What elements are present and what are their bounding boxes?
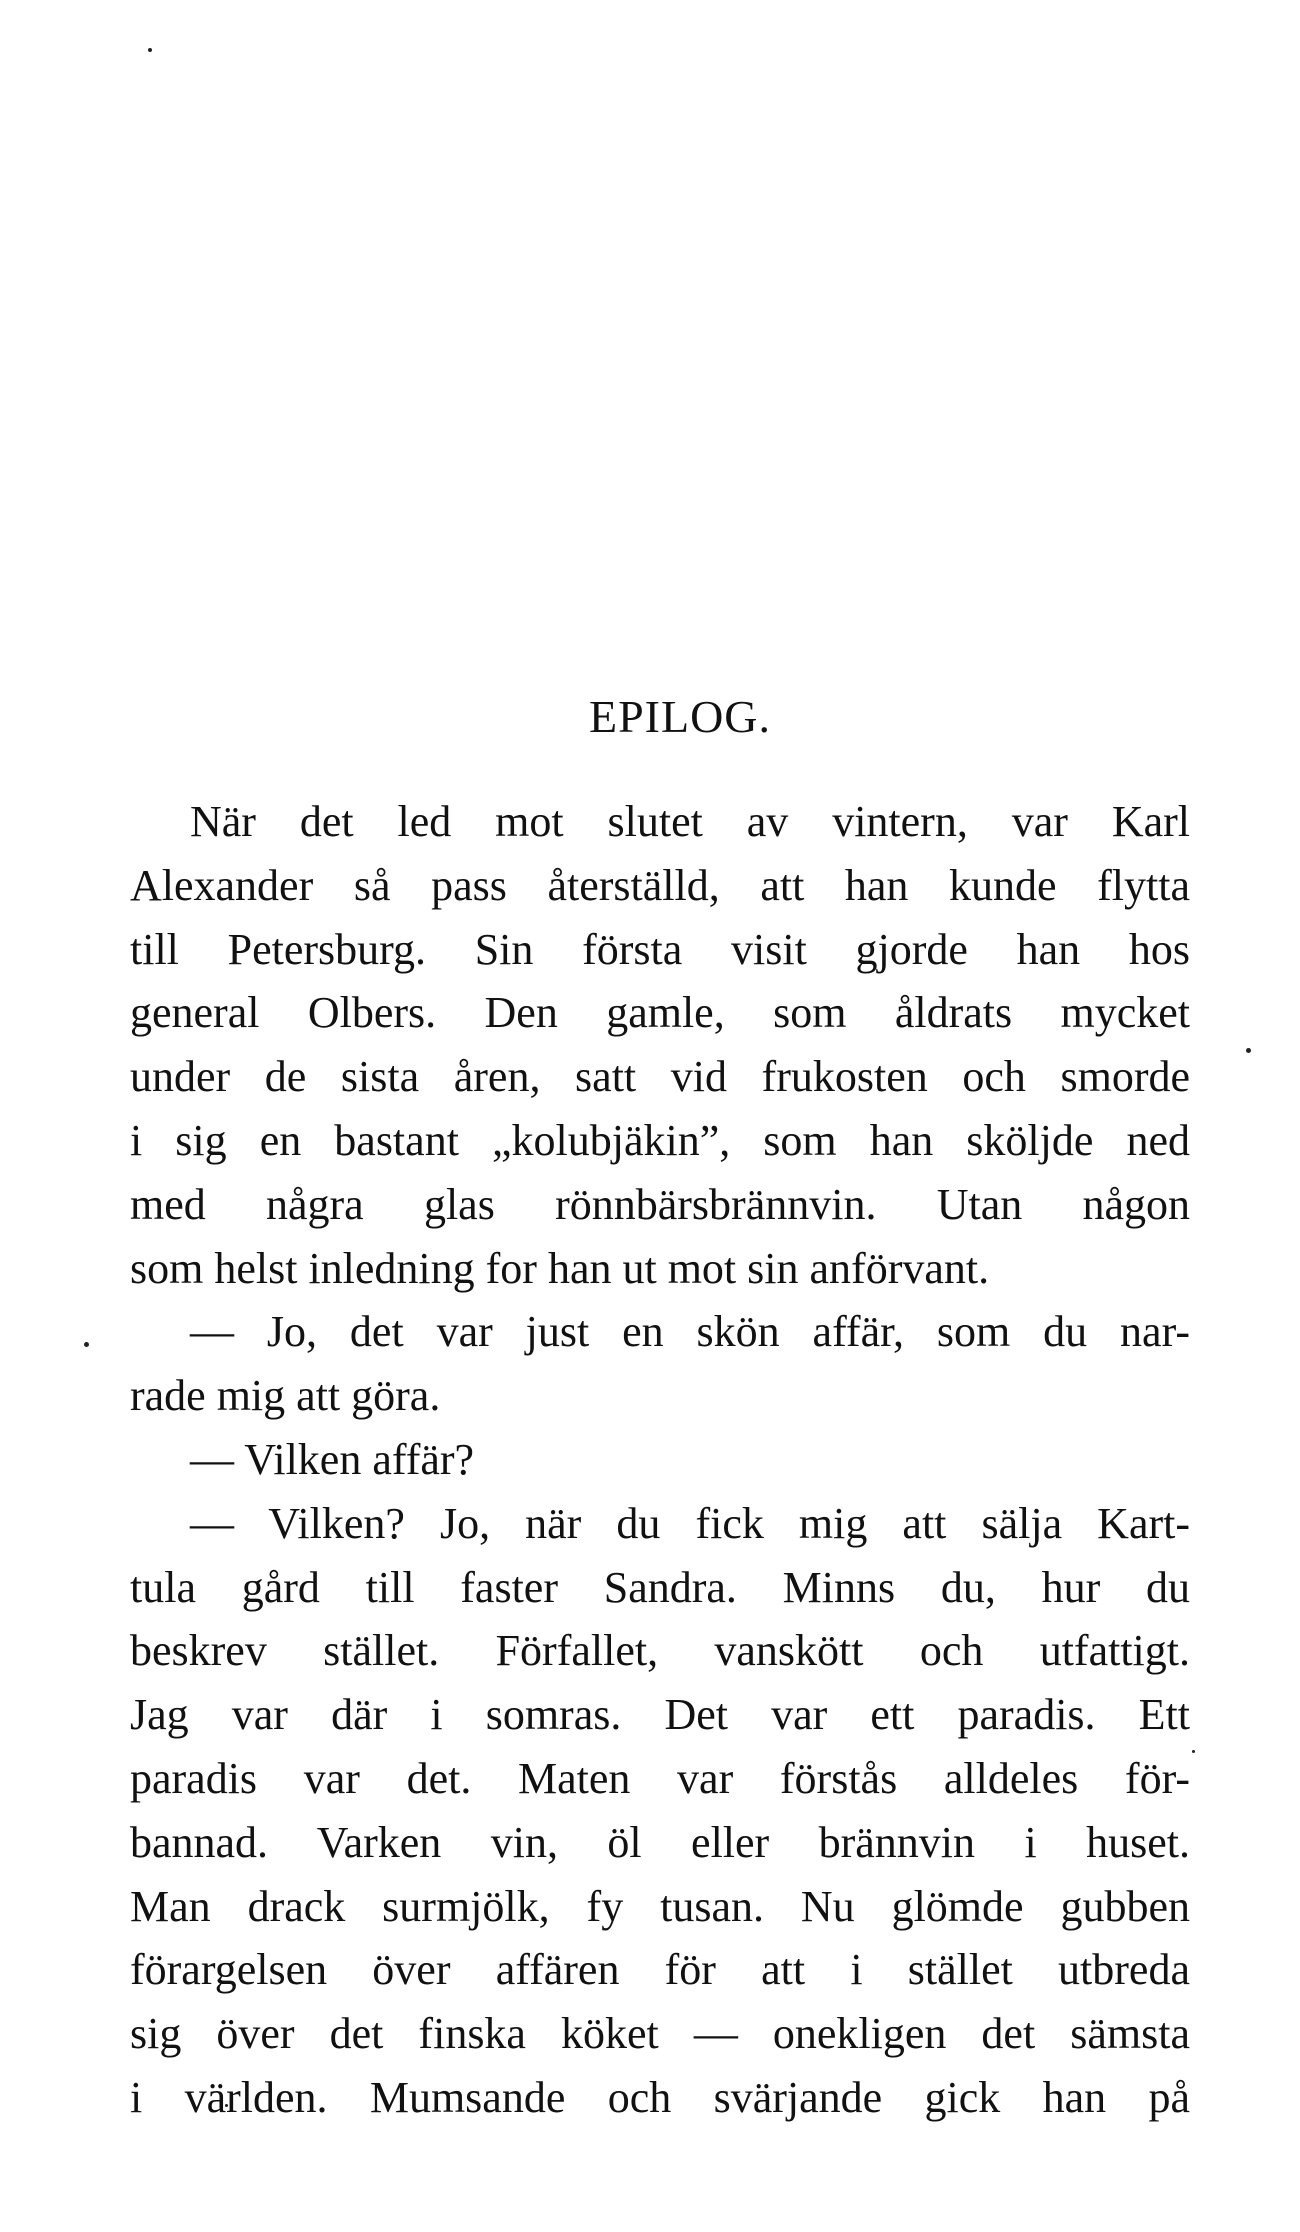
scan-speck [148,48,152,52]
text-line: Man drack surmjölk, fy tusan. Nu glömde gubben [130,1881,1190,1931]
text-line: Alexander så pass återställd, att han kunde flytta [130,860,1190,910]
text-line: förargelsen över affären för att i stället utbreda [130,1945,1190,1995]
text-line: under de sista åren, satt vid frukosten och smorde [130,1052,1190,1102]
text-line: rade mig att göra. [130,1371,441,1421]
text-line: paradis var det. Maten var förstås alldeles för- [130,1753,1190,1803]
scan-speck [1246,1048,1251,1053]
text-line: general Olbers. Den gamle, som åldrats mycket [130,988,1190,1038]
text-line: i sig en bastant „kolubjäkin”, som han sköljde ned [130,1115,1190,1165]
text-line: — Vilken affär? [190,1434,475,1484]
text-line: — Jo, det var just en skön affär, som du nar- [190,1307,1190,1357]
body-text [130,790,1190,2130]
text-line: med några glas rönnbärsbrännvin. Utan någon [130,1179,1190,1229]
text-line: till Petersburg. Sin första visit gjorde han hos [130,924,1190,974]
text-line: tula gård till faster Sandra. Minns du, hur du [130,1562,1190,1612]
scan-speck [1192,1750,1195,1753]
text-line: sig över det finska köket — onekligen det sämsta [130,2009,1190,2059]
text-line: beskrev stället. Förfallet, vanskött och utfattigt. [130,1626,1190,1676]
text-line: Jag var där i somras. Det var ett paradis. Ett [130,1690,1190,1740]
text-line: — Vilken? Jo, när du fick mig att sälja Kart- [190,1498,1190,1548]
chapter-heading: EPILOG. [588,691,772,742]
text-line: som helst inledning for han ut mot sin anförvant. [130,1243,990,1293]
text-line: När det led mot slutet av vintern, var Karl [190,797,1190,846]
scan-speck [84,1342,89,1347]
text-line: bannad. Varken vin, öl eller brännvin i huset. [130,1817,1190,1867]
text-line: i världen. Mumsande och svärjande gick han på [130,2072,1190,2122]
